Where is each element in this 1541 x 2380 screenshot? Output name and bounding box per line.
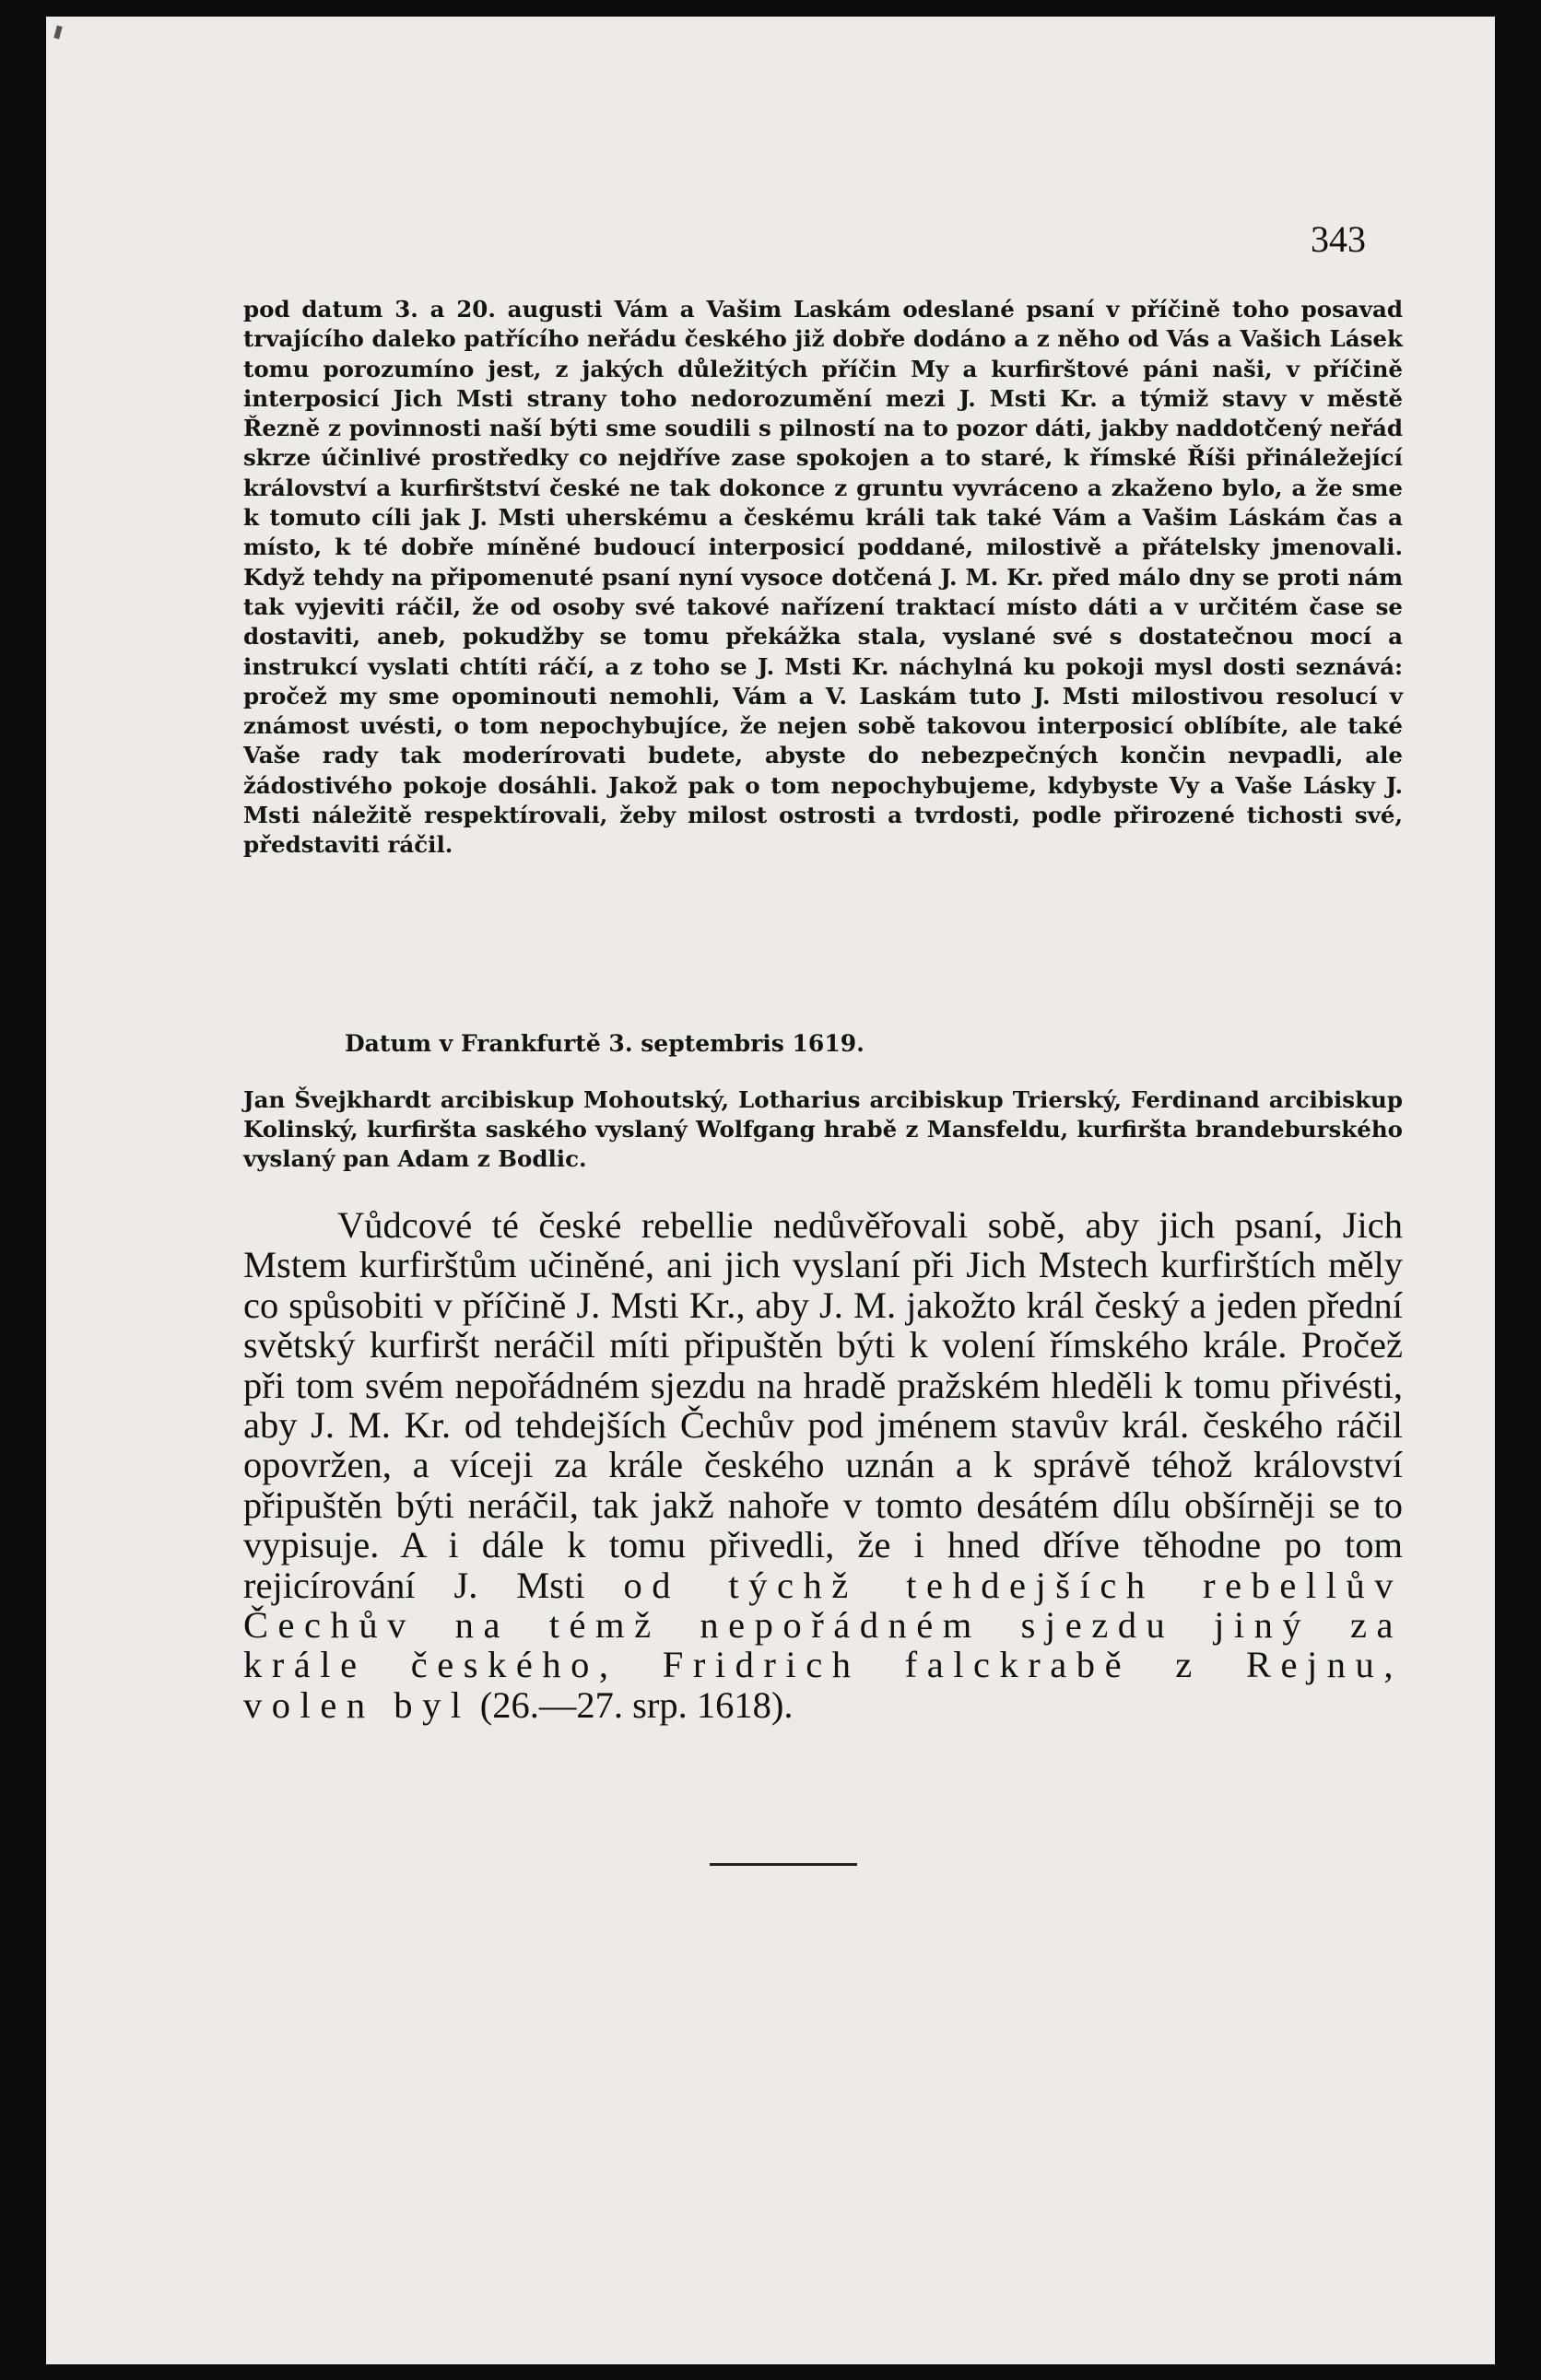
letter-dateline: Datum v Frankfurtě 3. septembris 1619. bbox=[345, 1030, 865, 1057]
letter-paragraph: pod datum 3. a 20. augusti Vám a Vašim Laskám odeslané psaní v příčině toho posavad trvajícího daleko patřícího neřádu českého již dobře dodáno a z něho od Vás a Vašich Lásek tomu porozumíno jest, z jakých důležitých příčin My a kurfirštové páni naši, v příčině interposicí Jich Msti strany toho nedorozumění mezi J. Msti Kr. a týmiž stavy v městě Řezně z povinnosti naší býti sme soudili s pilností na to pozor dáti, jakby naddotčený neřád skrze účinlivé prostředky co nejdříve zase spokojen a to staré, k římské Říši přináležející království a kurfirštství české ne tak dokonce z gruntu vyvráceno a zkaženo bylo, a že sme k tomuto cíli jak J. Msti uherskému a českému králi tak také Vám a Vašim Láskám čas a místo, k té dobře míněné budoucí interposicí poddané, milostivě a přátelsky jmenovali. Když tehdy na připomenuté psaní nyní vysoce dotčená J. M. Kr. před málo dny se proti nám tak vyjeviti ráčil, že od osoby své takové nařízení traktací místo dáti a v určitém čase se dostaviti, aneb, pokudžby se tomu překážka stala, vyslané své s dostatečnou mocí a instrukcí vyslati chtíti ráčí, a z toho se J. Msti Kr. náchylná ku pokoji mysl dosti seznává: pročež my sme opominouti nemohli, Vám a V. Laskám tuto J. Msti milostivou resolucí v známost uvésti, o tom nepochybujíce, že nejen sobě takovou interposicí oblíbíte, ale také Vaše rady tak moderírovati budete, abyste do nebezpečných končin nevpadli, ale žádostivého pokoje dosáhli. Jakož pak o tom nepochybujeme, kdybyste Vy a Vaše Lásky J. Msti náležitě respektírovali, žeby milost ostrosti a tvrdosti, podle přirozené tichosti své, představiti ráčil. bbox=[243, 296, 1403, 859]
book-page bbox=[46, 17, 1495, 2364]
narrative-spaced-text: od týchž tehdejších rebellův Čechův na témž nepořádném sjezdu jiný za krále českého, Fridrich falckrabě z Rejnu, volen byl bbox=[243, 1564, 1404, 1726]
signatories-paragraph: Jan Švejkhardt arcibiskup Mohoutský, Lotharius arcibiskup Trierský, Ferdinand arcibiskup Kolinský, kurfiršta saského vyslaný Wolfgang hrabě z Mansfeldu, kurfiršta brandeburského vyslaný pan Adam z Bodlic. bbox=[243, 1086, 1403, 1172]
scan-speck bbox=[53, 25, 62, 39]
narrative-text: Vůdcové té české rebellie nedůvěřovali sobě, aby jich psaní, Jich Mstem kurfirštům učiněné, ani jich vyslaní při Jich Mstech kurfirštích měly co spůsobiti v příčině J. Msti Kr., aby J. M. jakožto král český a jeden přední světský kurfiršt neráčil míti připuštěn býti k volení římského krále. Pročež při tom svém nepořádném sjezdu na hradě pražském hleděli k tomu přivésti, aby J. M. Kr. od tehdejších Čechův pod jménem stavův král. českého ráčil opovržen, a víceji za krále českého uznán a k správě téhož království připuštěn býti neráčil, tak jakž nahoře v tomto desátém dílu obšírněji se to vypisuje. A i dále k tomu přivedli, že i hned dříve těhodne po tom rejicírování J. Msti bbox=[243, 1204, 1403, 1606]
page-number: 343 bbox=[1311, 218, 1366, 260]
narrative-date-note: (26.—27. srp. 1618). bbox=[470, 1683, 794, 1726]
narrative-paragraph bbox=[243, 1205, 1403, 1725]
closing-rule bbox=[710, 1863, 857, 1866]
